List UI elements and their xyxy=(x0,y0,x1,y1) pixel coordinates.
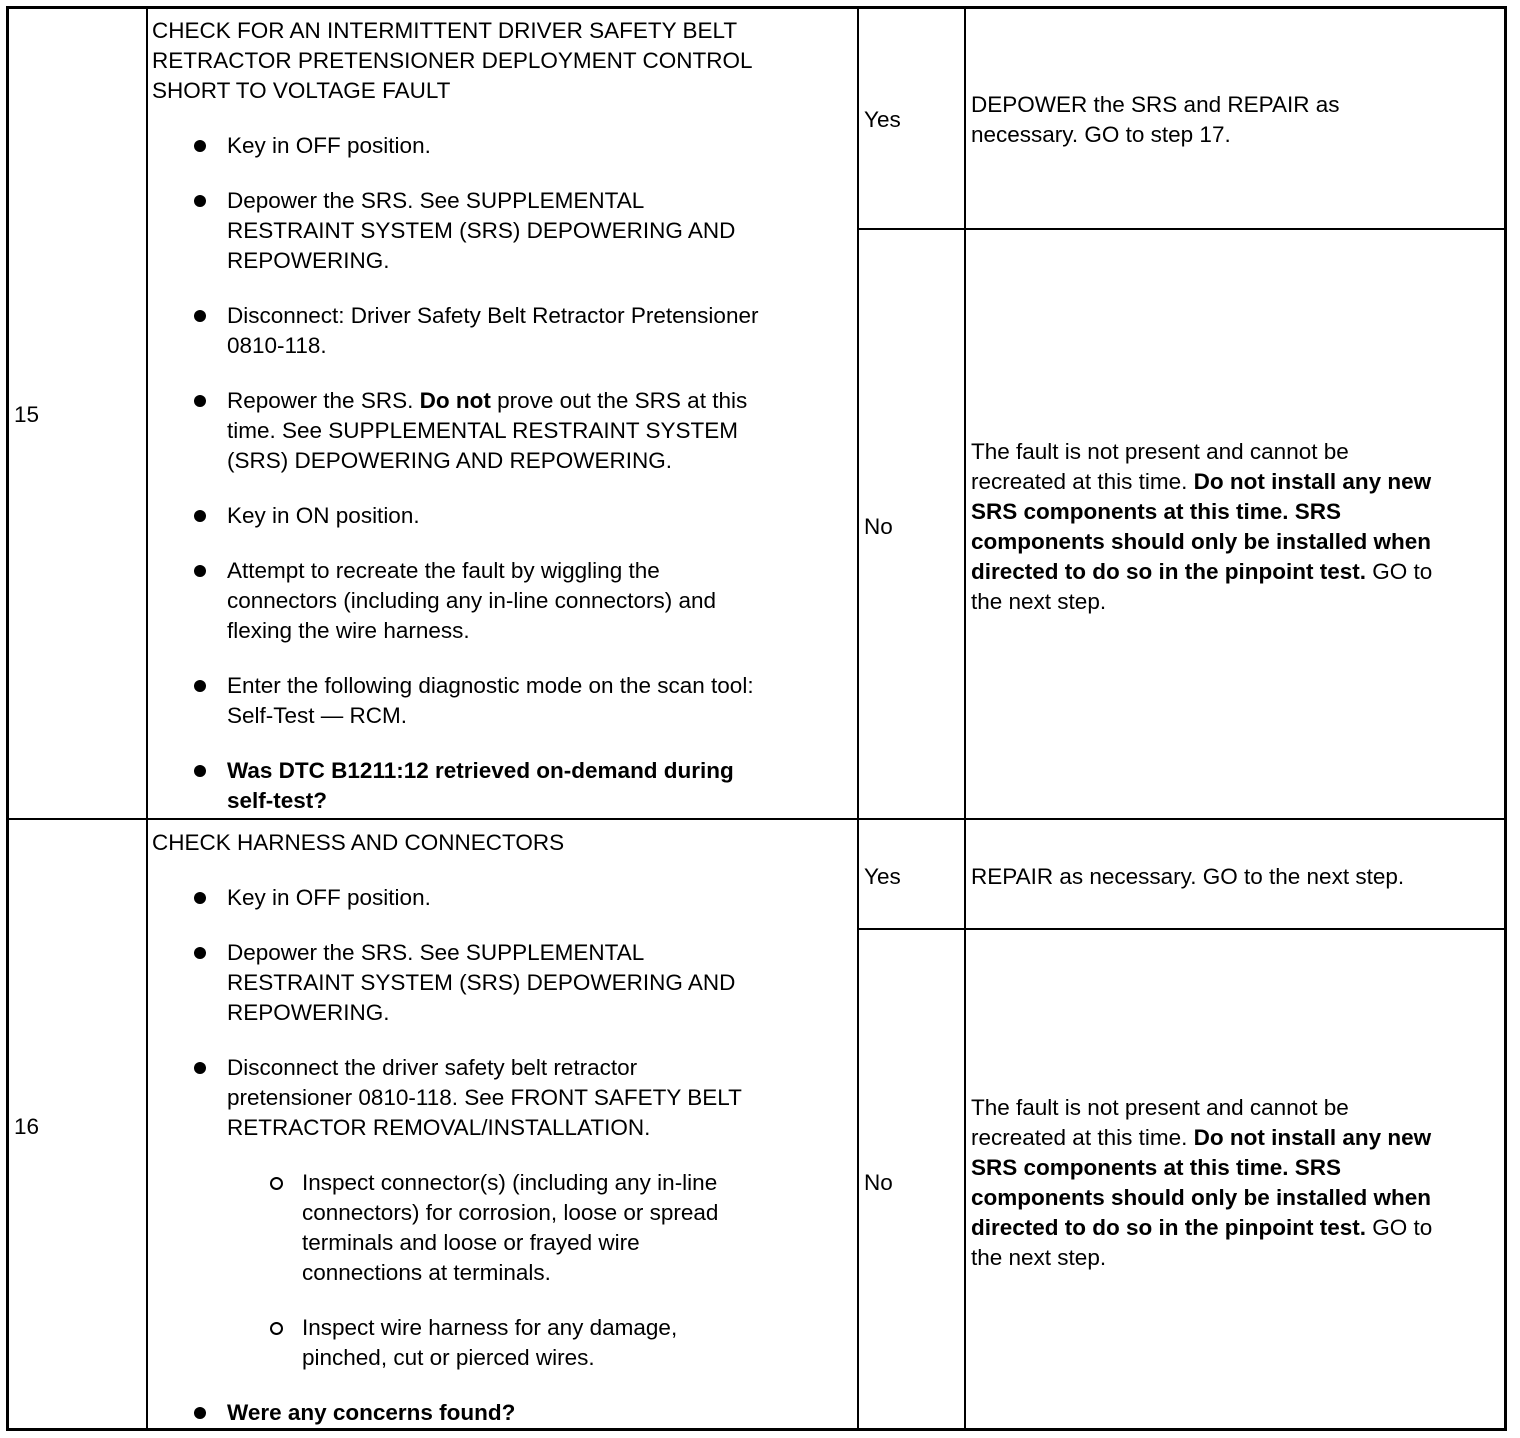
step-title-line: RETRACTOR PRETENSIONER DEPLOYMENT CONTROL xyxy=(152,48,753,73)
action-line: RESTRAINT SYSTEM (SRS) DEPOWERING AND xyxy=(227,970,736,995)
sub-action-line: terminals and loose or frayed wire xyxy=(302,1230,640,1255)
sub-action-line: Inspect wire harness for any damage, xyxy=(302,1315,678,1340)
result-text: GO to xyxy=(1366,559,1433,584)
action-line: Depower the SRS. See SUPPLEMENTAL xyxy=(227,188,645,213)
action-text: Repower the SRS. xyxy=(227,388,420,413)
action-line: Self-Test — RCM. xyxy=(227,703,408,728)
result-line: the next step. xyxy=(971,589,1107,614)
result-line: DEPOWER the SRS and REPAIR as xyxy=(971,92,1340,117)
step-number: 16 xyxy=(14,1114,40,1139)
action-line: Attempt to recreate the fault by wiggling the xyxy=(227,558,660,583)
action-text-bold: Do not xyxy=(419,388,491,413)
step-title-line: CHECK HARNESS AND CONNECTORS xyxy=(152,830,565,855)
sub-bullet-icon xyxy=(270,1322,283,1335)
bullet-icon xyxy=(194,947,206,959)
action-line: 0810-118. xyxy=(227,333,327,358)
action-line: (SRS) DEPOWERING AND REPOWERING. xyxy=(227,448,673,473)
action-line xyxy=(227,386,747,416)
bullet-icon xyxy=(194,765,206,777)
question-line: Was DTC B1211:12 retrieved on-demand during xyxy=(227,758,734,783)
result-line: necessary. GO to step 17. xyxy=(971,122,1231,147)
step-title-line: CHECK FOR AN INTERMITTENT DRIVER SAFETY BELT xyxy=(152,18,738,43)
action-line: flexing the wire harness. xyxy=(227,618,470,643)
result-line xyxy=(971,1213,1432,1243)
action-line: Key in ON position. xyxy=(227,503,420,528)
result-line: REPAIR as necessary. GO to the next step. xyxy=(971,864,1405,889)
bullet-icon xyxy=(194,140,206,152)
action-line: pretensioner 0810-118. See FRONT SAFETY BELT xyxy=(227,1085,742,1110)
bullet-icon xyxy=(194,395,206,407)
bullet-icon xyxy=(194,510,206,522)
result-line: components should only be installed when xyxy=(971,1185,1432,1210)
sub-action-line: connectors) for corrosion, loose or spread xyxy=(302,1200,719,1225)
result-line xyxy=(971,467,1431,497)
bullet-icon xyxy=(194,565,206,577)
sub-bullet-icon xyxy=(270,1177,283,1190)
result-text: GO to xyxy=(1366,1215,1433,1240)
step-number: 15 xyxy=(14,402,40,427)
bullet-icon xyxy=(194,310,206,322)
column-divider-step xyxy=(146,9,148,1428)
action-line: time. See SUPPLEMENTAL RESTRAINT SYSTEM xyxy=(227,418,738,443)
sub-action-line: pinched, cut or pierced wires. xyxy=(302,1345,595,1370)
action-line: Disconnect: Driver Safety Belt Retractor Pretensioner xyxy=(227,303,759,328)
result-line: The fault is not present and cannot be xyxy=(971,439,1349,464)
answer-no: No xyxy=(864,1170,893,1195)
action-text: prove out the SRS at this xyxy=(490,388,748,413)
pinpoint-test-table xyxy=(6,6,1507,1431)
result-text-bold: directed to do so in the pinpoint test. xyxy=(971,559,1366,584)
action-line: Enter the following diagnostic mode on the scan tool: xyxy=(227,673,754,698)
result-line: The fault is not present and cannot be xyxy=(971,1095,1349,1120)
action-line: REPOWERING. xyxy=(227,248,390,273)
result-line xyxy=(971,1123,1431,1153)
sub-action-line: Inspect connector(s) (including any in-line xyxy=(302,1170,718,1195)
action-line: connectors (including any in-line connectors) and xyxy=(227,588,717,613)
step-title-line: SHORT TO VOLTAGE FAULT xyxy=(152,78,451,103)
bullet-icon xyxy=(194,1407,206,1419)
bullet-icon xyxy=(194,892,206,904)
action-line: RESTRAINT SYSTEM (SRS) DEPOWERING AND xyxy=(227,218,736,243)
result-text-bold: Do not install any new xyxy=(1193,469,1432,494)
result-line: SRS components at this time. SRS xyxy=(971,499,1342,524)
result-text: recreated at this time. xyxy=(971,1125,1194,1150)
result-line xyxy=(971,557,1432,587)
result-text-bold: Do not install any new xyxy=(1193,1125,1432,1150)
result-text: recreated at this time. xyxy=(971,469,1194,494)
bullet-icon xyxy=(194,195,206,207)
answer-yes: Yes xyxy=(864,107,901,132)
result-text-bold: directed to do so in the pinpoint test. xyxy=(971,1215,1366,1240)
column-divider-action xyxy=(857,9,859,1428)
result-line: the next step. xyxy=(971,1245,1107,1270)
answer-divider-row15 xyxy=(857,228,1504,230)
action-line: RETRACTOR REMOVAL/INSTALLATION. xyxy=(227,1115,651,1140)
result-line: SRS components at this time. SRS xyxy=(971,1155,1342,1180)
action-line: REPOWERING. xyxy=(227,1000,390,1025)
answer-yes: Yes xyxy=(864,864,901,889)
answer-no: No xyxy=(864,514,893,539)
bullet-icon xyxy=(194,680,206,692)
bullet-icon xyxy=(194,1062,206,1074)
action-line: Key in OFF position. xyxy=(227,885,431,910)
answer-divider-row16 xyxy=(857,928,1504,930)
row-divider xyxy=(9,818,1504,820)
action-line: Depower the SRS. See SUPPLEMENTAL xyxy=(227,940,645,965)
question-line: self-test? xyxy=(227,788,328,813)
action-line: Disconnect the driver safety belt retractor xyxy=(227,1055,638,1080)
action-line: Key in OFF position. xyxy=(227,133,431,158)
question-line: Were any concerns found? xyxy=(227,1400,516,1425)
sub-action-line: connections at terminals. xyxy=(302,1260,551,1285)
result-line: components should only be installed when xyxy=(971,529,1432,554)
column-divider-answer xyxy=(964,9,966,1428)
